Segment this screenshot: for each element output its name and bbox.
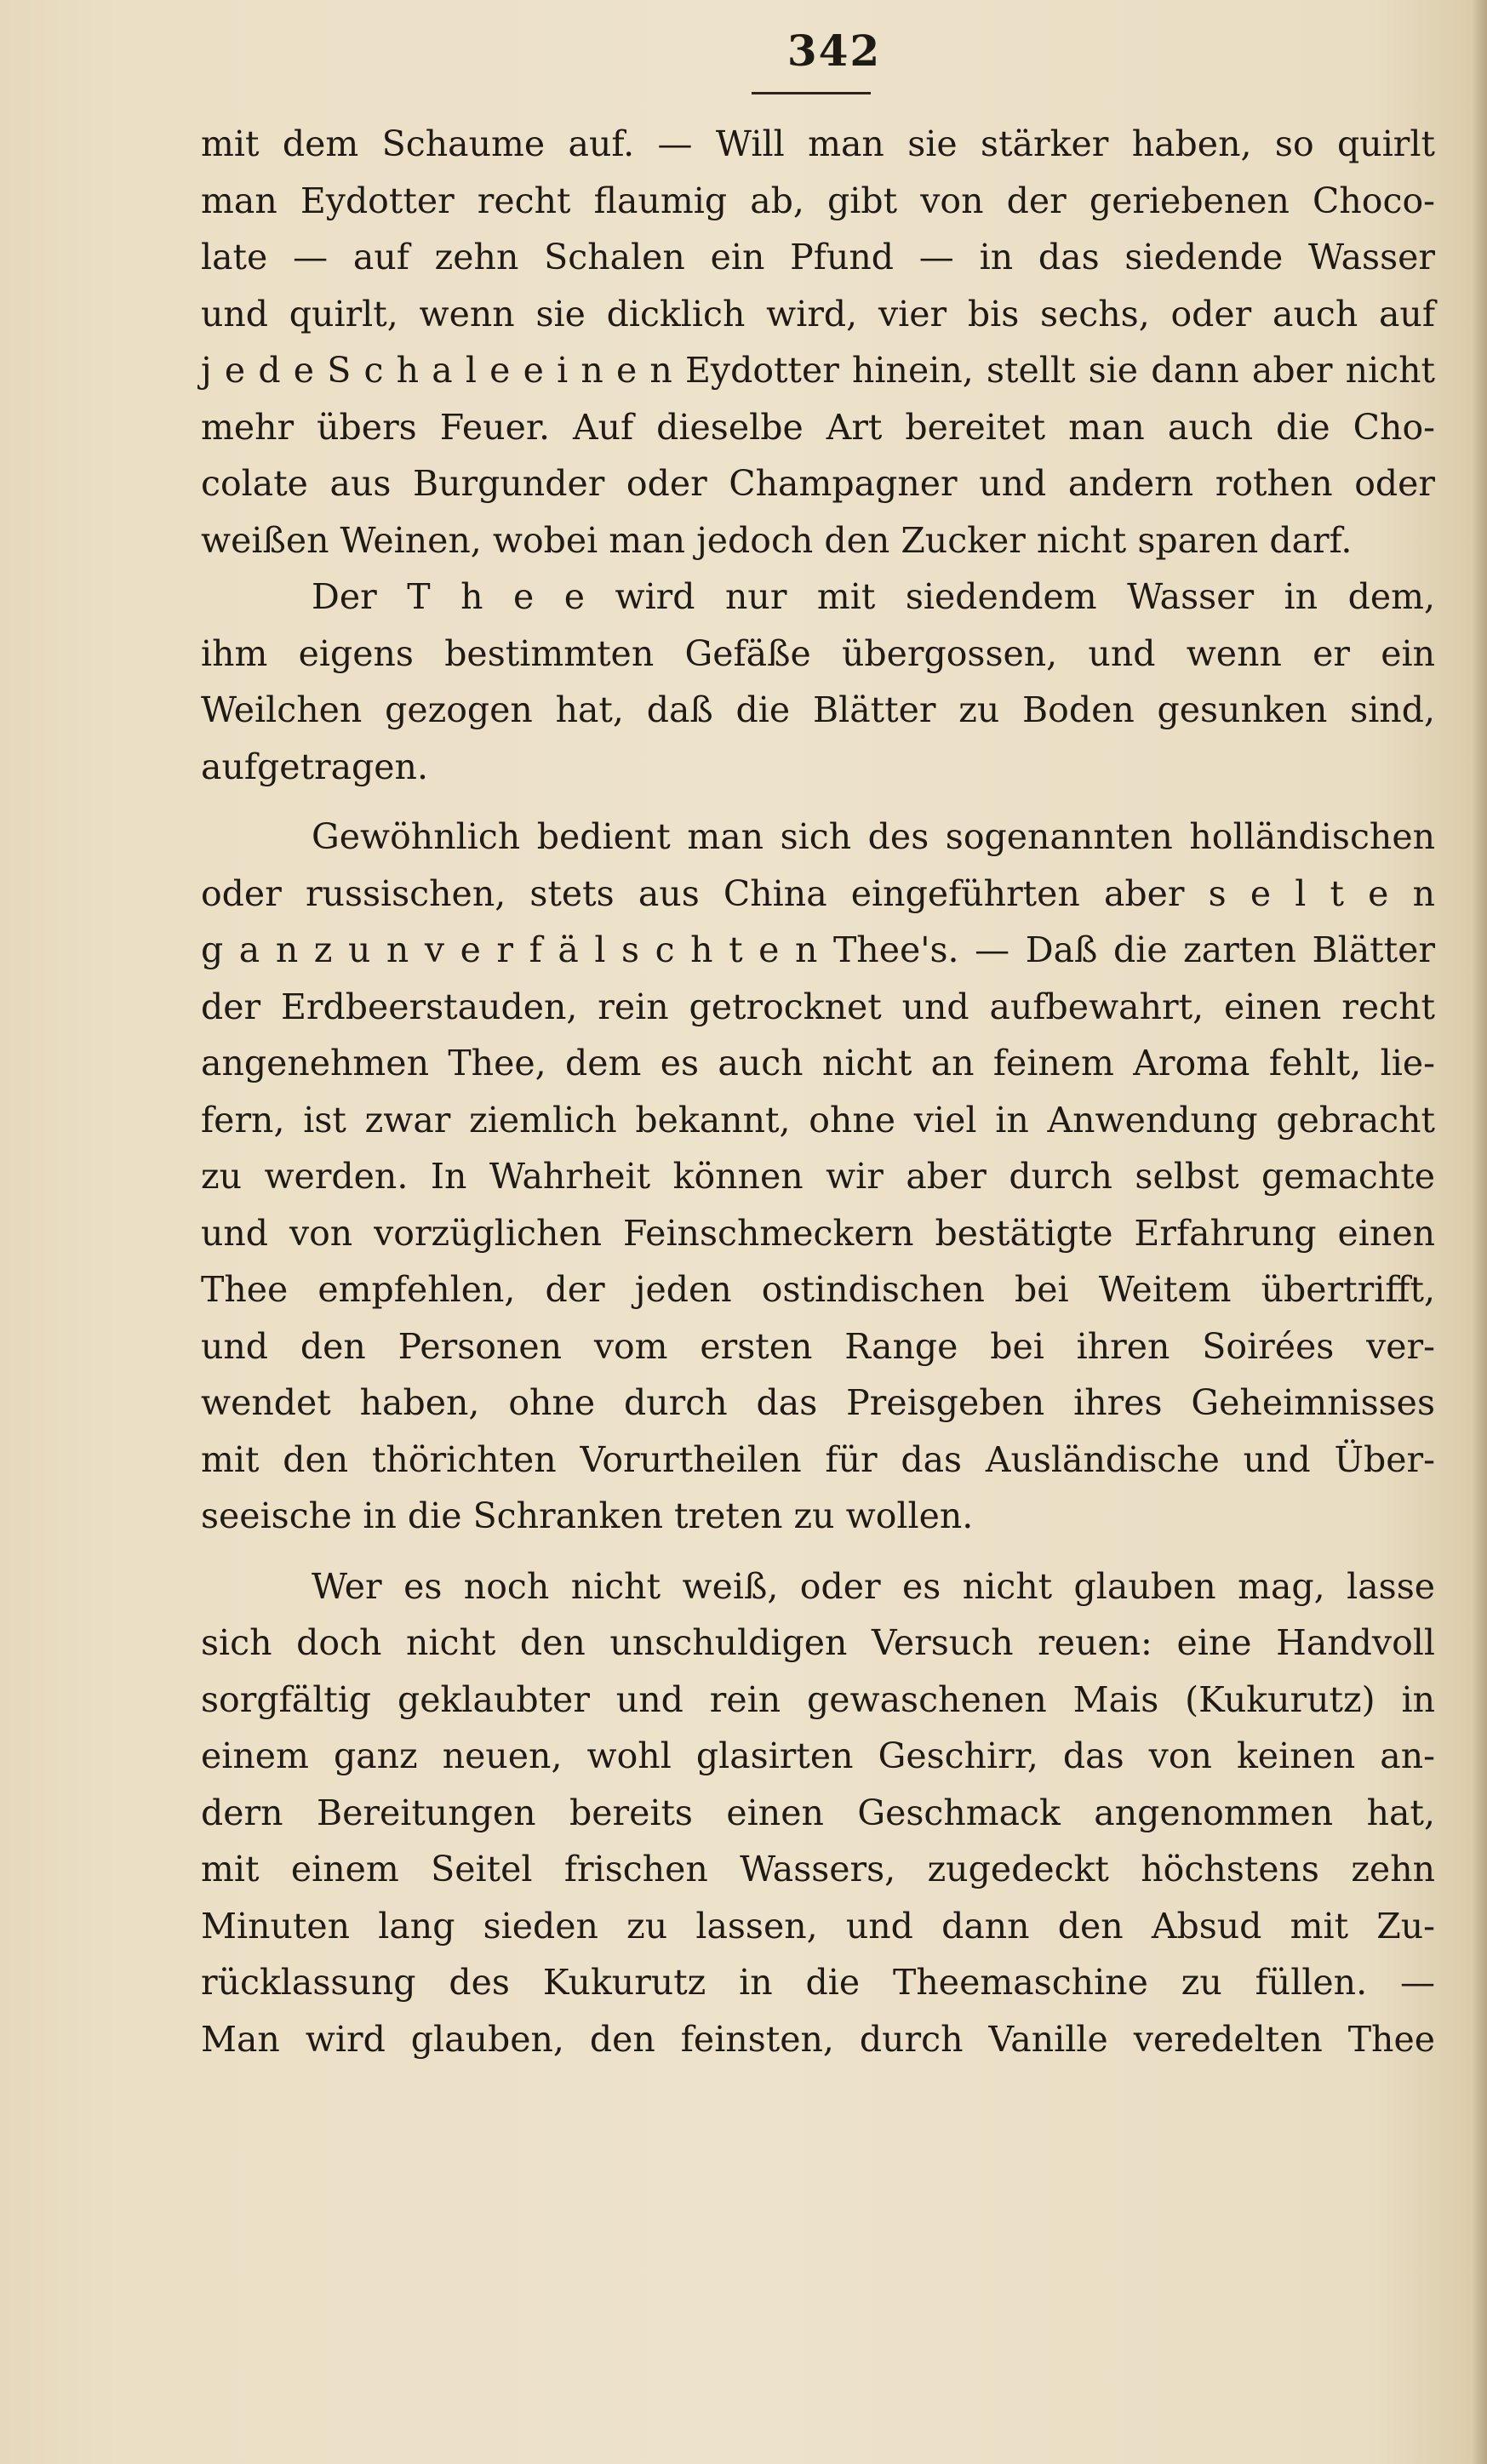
text-line: mehr übers Feuer. Auf dieselbe Art bereitet man auch die Cho- bbox=[201, 406, 1435, 448]
text-line: mit dem Schaume auf. — Will man sie stärker haben, so quirlt bbox=[201, 123, 1435, 164]
text-line: g a n z u n v e r f ä l s c h t e n Thee's. — Daß die zarten Blätter bbox=[201, 929, 1435, 970]
text-line: zu werden. In Wahrheit können wir aber durch selbst gemachte bbox=[201, 1156, 1435, 1197]
text-line: wendet haben, ohne durch das Preisgeben ihres Geheimnisses bbox=[201, 1382, 1435, 1423]
text-line: ihm eigens bestimmten Gefäße übergossen, und wenn er ein bbox=[201, 632, 1435, 674]
text-line: sorgfältig geklaubter und rein gewaschenen Mais (Kukurutz) in bbox=[201, 1678, 1435, 1720]
text-line: Man wird glauben, den feinsten, durch Vanille veredelten Thee bbox=[201, 2018, 1435, 2060]
body-text bbox=[201, 116, 1435, 2067]
text-line: rücklassung des Kukurutz in die Theemaschine zu füllen. — bbox=[201, 1962, 1435, 2003]
text-line: und den Personen vom ersten Range bei ihren Soirées ver- bbox=[201, 1325, 1435, 1367]
text-line: und quirlt, wenn sie dicklich wird, vier bis sechs, oder auch auf bbox=[201, 293, 1435, 334]
text-line: aufgetragen. bbox=[201, 746, 429, 787]
text-line: angenehmen Thee, dem es auch nicht an feinem Aroma fehlt, lie- bbox=[201, 1043, 1435, 1083]
text-line: seeische in die Schranken treten zu wollen. bbox=[201, 1495, 974, 1536]
text-line: Wer es noch nicht weiß, oder es nicht glauben mag, lasse bbox=[312, 1565, 1435, 1607]
text-line: fern, ist zwar ziemlich bekannt, ohne viel in Anwendung gebracht bbox=[201, 1099, 1435, 1141]
text-line: Der T h e e wird nur mit siedendem Wasser in dem, bbox=[312, 576, 1435, 617]
text-line: Minuten lang sieden zu lassen, und dann den Absud mit Zu- bbox=[201, 1905, 1435, 1947]
text-line: dern Bereitungen bereits einen Geschmack angenommen hat, bbox=[201, 1792, 1435, 1833]
text-line: colate aus Burgunder oder Champagner und andern rothen oder bbox=[201, 463, 1435, 504]
text-line: sich doch nicht den unschuldigen Versuch reuen: eine Handvoll bbox=[201, 1622, 1435, 1663]
text-line: einem ganz neuen, wohl glasirten Geschirr, das von keinen an- bbox=[201, 1735, 1435, 1776]
text-line: mit einem Seitel frischen Wassers, zugedeckt höchstens zehn bbox=[201, 1849, 1435, 1889]
text-line: j e d e S c h a l e e i n e n Eydotter hinein, stellt sie dann aber nicht bbox=[201, 350, 1435, 391]
text-line: man Eydotter recht flaumig ab, gibt von der geriebenen Choco- bbox=[201, 180, 1435, 221]
text-line: late — auf zehn Schalen ein Pfund — in das siedende Wasser bbox=[201, 237, 1435, 277]
text-line: mit den thörichten Vorurtheilen für das Ausländische und Über- bbox=[201, 1438, 1435, 1480]
text-line: oder russischen, stets aus China eingeführten aber s e l t e n bbox=[201, 872, 1435, 914]
page-number-rule bbox=[752, 92, 871, 94]
text-line: weißen Weinen, wobei man jedoch den Zucker nicht sparen darf. bbox=[201, 519, 1353, 561]
text-line: Thee empfehlen, der jeden ostindischen bei Weitem übertrifft, bbox=[201, 1269, 1435, 1310]
page-number: 342 bbox=[786, 26, 882, 76]
text-line: und von vorzüglichen Feinschmeckern bestätigte Erfahrung einen bbox=[201, 1212, 1435, 1254]
page-edge-shadow bbox=[1472, 0, 1487, 2464]
text-line: Weilchen gezogen hat, daß die Blätter zu Boden gesunken sind, bbox=[201, 689, 1435, 730]
text-line: Gewöhnlich bedient man sich des sogenannten holländischen bbox=[312, 816, 1435, 857]
text-line: der Erdbeerstauden, rein getrocknet und aufbewahrt, einen recht bbox=[201, 986, 1435, 1027]
